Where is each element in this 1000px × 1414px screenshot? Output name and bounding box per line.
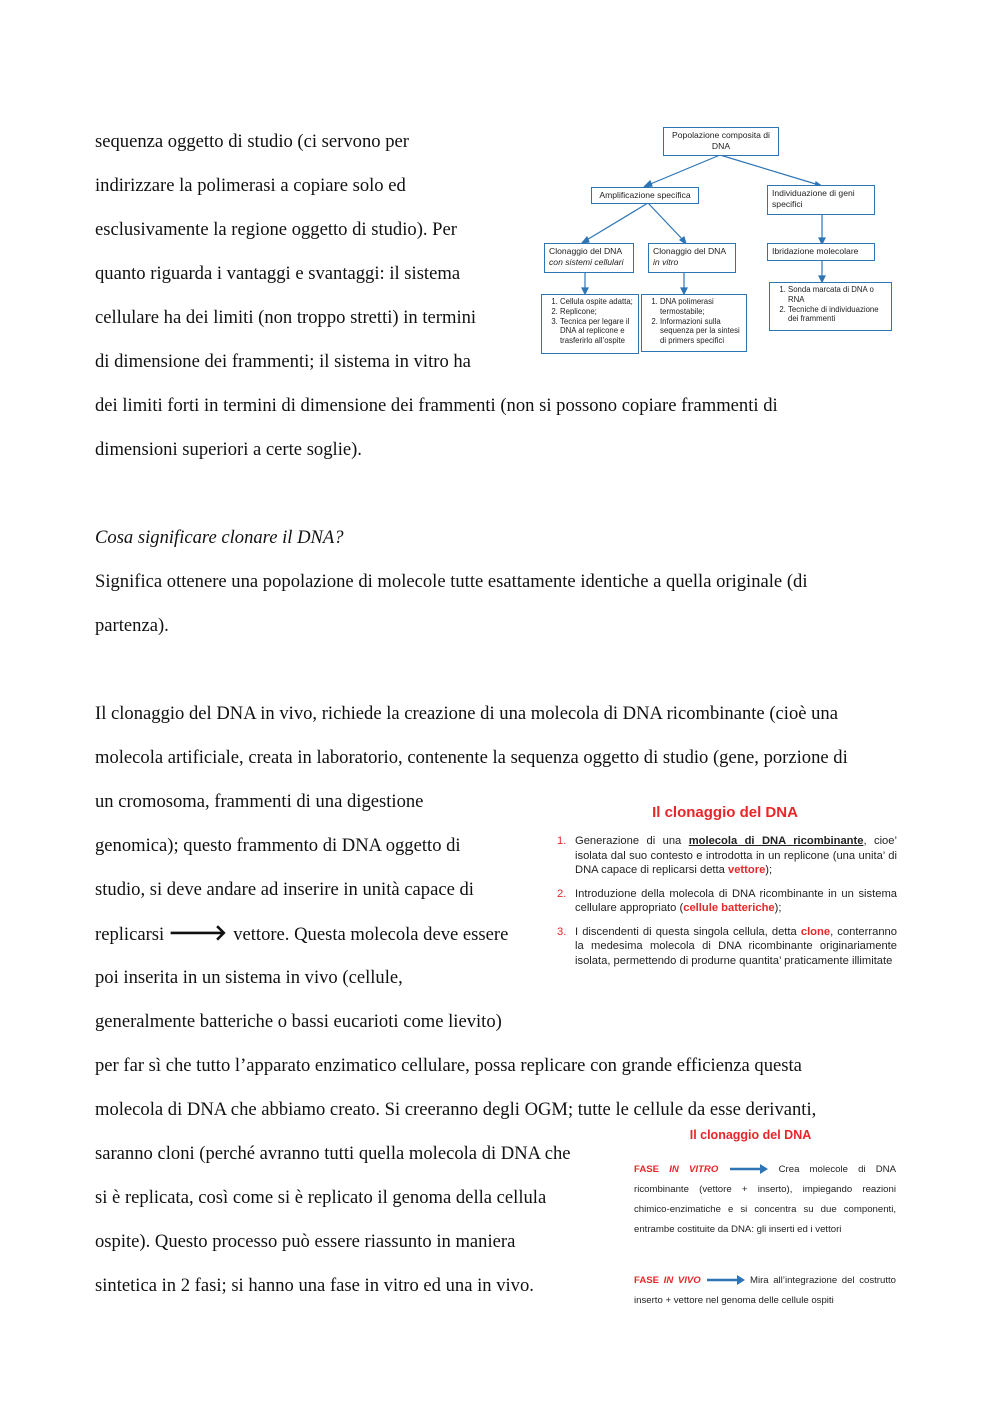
- diagram-cellular-list-box: [541, 294, 639, 354]
- body-line: per far sì che tutto l’apparato enzimatico cellulare, possa replicare con grande efficienza questa: [95, 1055, 802, 1076]
- list-number: 3.: [557, 925, 567, 938]
- list-item: [555, 925, 897, 969]
- list-item: 2. Tecniche di individuazione dei frammenti: [788, 305, 887, 325]
- body-line: cellulare ha dei limiti (non troppo stretti) in termini: [95, 307, 477, 328]
- body-text: vettore. Questa molecola deve essere: [233, 924, 509, 945]
- diagram-hybridization-box: Ibridazione molecolare: [767, 243, 875, 261]
- box-title: Clonaggio del DNA: [653, 246, 727, 256]
- phase-label-name: IN VITRO: [669, 1164, 719, 1175]
- diagram-cellular-cloning-box: [544, 243, 634, 273]
- dna-methods-diagram: [537, 123, 897, 358]
- body-line: quanto riguarda i vantaggi e svantaggi: il sistema: [95, 263, 461, 284]
- cloning-steps-list: [555, 834, 897, 977]
- phase-invivo: [634, 1271, 896, 1311]
- list-item: [555, 834, 897, 878]
- diagram-invitro-list-box: [641, 294, 747, 352]
- body-line: Il clonaggio del DNA in vivo, richiede la creazione di una molecola di DNA ricombinante (cioè una: [95, 703, 838, 724]
- right-arrow-icon: 🡒: [168, 921, 228, 946]
- list-item: 2. Informazioni sulla sequenza per la sintesi di primers specifici: [660, 317, 742, 346]
- list-item: 1. DNA polimerasi termostabile;: [660, 297, 742, 317]
- connector-line: [720, 155, 819, 185]
- item-emphasis: molecola di DNA ricombinante: [688, 835, 864, 847]
- item-highlight: clone: [800, 925, 831, 938]
- phase-label-prefix: FASE: [634, 1275, 664, 1286]
- connector-line: [585, 203, 648, 241]
- box-title: Clonaggio del DNA: [549, 246, 623, 256]
- slide-title: Il clonaggio del DNA: [652, 804, 798, 821]
- list-item: 3. Tecnica per legare il DNA al replicone e trasferirlo all’ospite: [560, 317, 634, 346]
- body-line: di dimensione dei frammenti; il sistema in vitro ha: [95, 351, 471, 372]
- list-number: 2.: [557, 887, 567, 900]
- body-line: molecola artificiale, creata in laboratorio, contenente la sequenza oggetto di studio (gene, porzione di: [95, 747, 848, 768]
- item-text: );: [765, 864, 773, 876]
- item-text: , cioe’ isolata dal suo contesto e introdotta in un replicone (una unita’ di DNA capace di replicarsi detta: [575, 835, 897, 876]
- phase-description: Crea molecole di DNA ricombinante (vettore + inserto), impiegando reazioni chimico-enzimatiche e si concentra su due componenti, entrambe costituite da DNA: gli inserti ed i vettori: [634, 1164, 896, 1235]
- body-line: genomica); questo frammento di DNA oggetto di: [95, 835, 461, 856]
- body-line: si è replicata, così come si è replicato il genoma della cellula: [95, 1187, 547, 1208]
- list-item: 1. Sonda marcata di DNA o RNA: [788, 285, 887, 305]
- item-text: Generazione di una: [575, 835, 689, 847]
- phase-description: Mira all’integrazione del costrutto inserto + vettore nel genoma delle cellule ospiti: [634, 1275, 896, 1306]
- diagram-individuation-box: Individuazione di geni specifici: [767, 185, 875, 215]
- body-line: ospite). Questo processo può essere riassunto in maniera: [95, 1231, 516, 1252]
- diagram-invitro-cloning-box: [648, 243, 736, 273]
- right-arrow-icon: [728, 1164, 768, 1174]
- body-line: dei limiti forti in termini di dimensione dei frammenti (non si possono copiare frammenti di: [95, 395, 778, 416]
- item-text: I discendenti di questa singola cellula, detta: [575, 925, 801, 938]
- body-line: partenza).: [95, 615, 169, 636]
- body-line: generalmente batteriche o bassi eucarioti come lievito): [95, 1011, 502, 1032]
- right-arrow-icon: [705, 1275, 745, 1285]
- phase-label-prefix: FASE: [634, 1164, 670, 1175]
- item-text: Introduzione della molecola di DNA ricombinante in un sistema cellulare appropriato (: [575, 887, 897, 914]
- section-question: Cosa significare clonare il DNA?: [95, 527, 344, 548]
- connector-line: [648, 203, 684, 241]
- phase-label: [634, 1275, 701, 1286]
- body-line: molecola di DNA che abbiamo creato. Si creeranno degli OGM; tutte le cellule da esse derivanti,: [95, 1099, 817, 1120]
- list-item: [555, 887, 897, 916]
- item-highlight: vettore: [727, 864, 766, 876]
- body-line: [95, 922, 508, 947]
- body-line: poi inserita in un sistema in vivo (cellule,: [95, 967, 403, 988]
- slide-title: Il clonaggio del DNA: [689, 1128, 812, 1142]
- box-subtitle: con sistemi cellulari: [549, 257, 624, 267]
- list-item: 2. Replicone;: [560, 307, 634, 317]
- list-item: 1. Cellula ospite adatta;: [560, 297, 634, 307]
- cloning-steps-slide: [545, 800, 905, 1035]
- body-line: esclusivamente la regione oggetto di studio). Per: [95, 219, 457, 240]
- phase-label: [634, 1164, 718, 1175]
- item-highlight: cellule batteriche: [683, 902, 775, 914]
- diagram-amplification-box: Amplificazione specifica: [591, 187, 699, 204]
- phase-invitro: [634, 1160, 896, 1240]
- body-line: saranno cloni (perché avranno tutti quella molecola di DNA che: [95, 1143, 571, 1164]
- body-line: dimensioni superiori a certe soglie).: [95, 439, 362, 460]
- body-line: sequenza oggetto di studio (ci servono per: [95, 131, 409, 152]
- body-line: indirizzare la polimerasi a copiare solo ed: [95, 175, 406, 196]
- diagram-hybridization-list-box: [769, 282, 892, 331]
- item-text: );: [774, 902, 782, 914]
- phase-label-name: IN VIVO: [663, 1275, 701, 1286]
- body-text: replicarsi: [95, 924, 165, 945]
- list-number: 1.: [557, 835, 567, 847]
- item-text: , conterranno la medesima molecola di DNA ricombinante originariamente isolata, permettendo di produrne quantita’ praticamente illimitate: [575, 925, 897, 967]
- diagram-root-box: Popolazione composita di DNA: [663, 127, 779, 156]
- body-line: Significa ottenere una popolazione di molecole tutte esattamente identiche a quella originale (di: [95, 571, 808, 592]
- connector-line: [648, 155, 720, 185]
- cloning-phases-slide: [628, 1125, 896, 1315]
- box-subtitle: in vitro: [653, 257, 679, 267]
- body-line: sintetica in 2 fasi; si hanno una fase in vitro ed una in vivo.: [95, 1275, 534, 1296]
- body-line: studio, si deve andare ad inserire in unità capace di: [95, 879, 474, 900]
- body-line: un cromosoma, frammenti di una digestione: [95, 791, 424, 812]
